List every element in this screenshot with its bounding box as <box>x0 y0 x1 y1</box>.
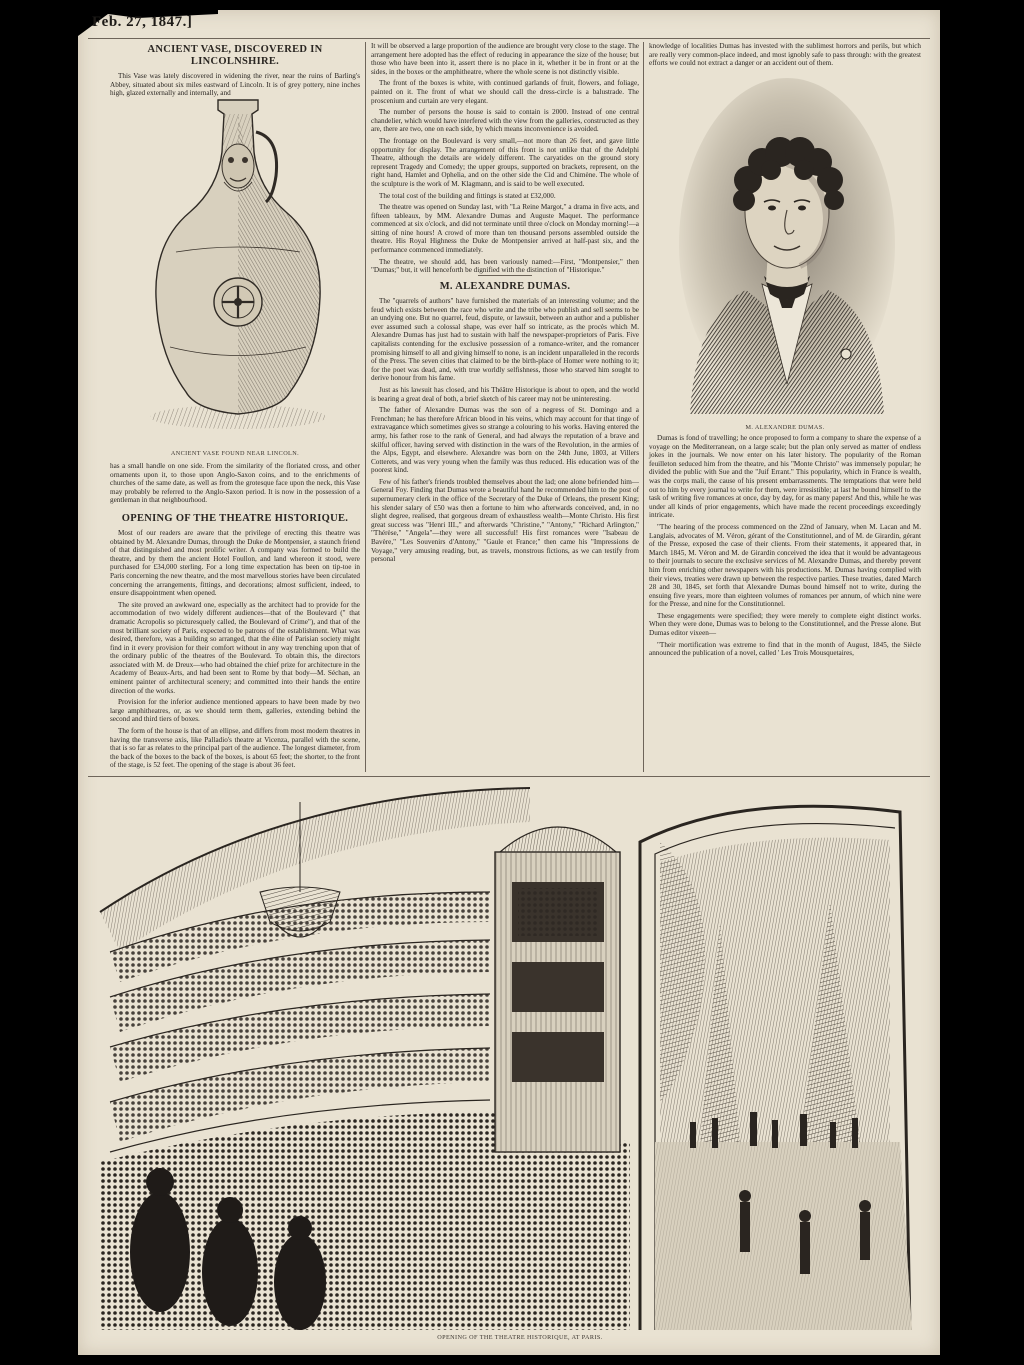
vase-engraving <box>140 92 340 442</box>
theatre-heading: OPENING OF THE THEATRE HISTORIQUE. <box>121 512 349 524</box>
vase-continuation: has a small handle on one side. From the similarity of the floriated cross, and other ornaments upon it, to those upon Anglo-Saxon coins, and to the enrichments of churches of the same date, as well as from the grotesque face upon the neck, this Vase may probably be referred to the Anglo-Saxon period. It is now in the possession of a gentleman in that neighbourhood. <box>110 462 360 505</box>
dumas-col3-para-1: Dumas is fond of travelling; he once proposed to form a company to share the expense of a voyage on the Mediterranean, on a large scale; but the plan only served as matter of endless jokes in the journals. We now enter on his later history. The popularity of the Roman feuilleton seduced him from the theatre, and his "Monte Christo" was immensely popular; he divided the public with Sue and the "Juif Errant." This popularity, which in France is wealth, was the corps mali, the cause of his present embarrassments. The temptations that were held out to him by every journal to write for them, were irresistible; at last he bound himself to the task of writing five romances at once, day by day, for as many papers! And this, while he was under all kinds of prior engagements, which have made the recent proceedings exceedingly intricate. <box>649 434 921 520</box>
dumas-para-4: Few of his father's friends troubled themselves about the lad; one alone befriended him—General Foy. Finding that Dumas wrote a beautiful hand he recommended him to the post of supernumerary clerk in the office of the Secretary of the Duke of Orleans, the present King; his slender salary of £50 was then a fortune to him who afterwards conceived, and, in no slight degree, realised, that gorgeous dream of exhaustless wealth—Monte Christo. His first great success was "Henri III.," and afterwards "Christine," "Antony," "Richard Arlington," "Thérèse," "Angela"—they were all successful! His first romances were "Isabeau de Bavère," "Les Souvenirs d'Antony," "Gaule et France;" then came his "Impressions de Voyage," very amusing reading, but, as travels, monstrous fictions, as we can testify from personal <box>371 477 639 564</box>
theatre-col2-para-7: The theatre, we should add, has been variously named:—First, "Montpensier," then "Dumas;" but, it will henceforth be dignified with the distinction of "Historique." <box>371 257 639 275</box>
theatre-col2-para-1: It will be observed a large proportion of the audience are brought very close to the stage. The arrangement here adopted has the effect of reducing in appearance the size of the house; but those who have been into it, assert there is no place in it, whether it be in front or at the sides, in the boxes or the amphitheatre, where the whole scene is not distinctly visible. <box>371 42 639 76</box>
dumas-col3-para-3: These engagements were specified; they were merely to complete eight distinct works. When they were done, Dumas was to belong to the Constitutionnel, and the Presse alone. But Dumas editor vixeen— <box>649 611 921 638</box>
dumas-portrait <box>676 84 898 420</box>
dumas-para-2: Just as his lawsuit has closed, and his Théâtre Historique is about to open, and the world is bearing a great deal of both, a brief sketch of his career may not be uninteresting. <box>371 385 639 403</box>
theatre-para-4: The form of the house is that of an ellipse, and differs from most modern theatres in having the transverse axis, like Palladio's theatre at Vicenza, parallel with the scene, that is so far as relates to the principal part of the audience. The longest diameter, from the back of the boxes to the back of the boxes, is about 65 feet; the shorter, to the front of the stage, is 52 feet. The opening of the stage is about 36 feet. <box>110 727 360 770</box>
column-2 <box>371 42 639 275</box>
theatre-para-3: Provision for the inferior audience mentioned appears to have been made by two large amphitheatres, or, as we should term them, galleries, extending behind the second and third tiers of boxes. <box>110 698 360 724</box>
theatre-para-1: Most of our readers are aware that the privilege of erecting this theatre was obtained by M. Alexandre Dumas, through the Duke de Montpensier, a staunch friend of that distinguished and most prolific writer. A company was formed to build the theatre, and by them the ancient Hotel Foullon, and land whereon it stood, were purchased for £34,000 sterling. For a long time expectation has been on tip-toe in Paris concerning the new theatre, and the most marvellous stories have been circulated concerning the arrangements, fittings, and decorations; almost sufficient, indeed, to ensure disappointment when opened. <box>110 528 360 598</box>
section-rule <box>478 275 532 276</box>
theatre-col2-para-6: The theatre was opened on Sunday last, with "La Reine Margot," a drama in five acts, and fifteen tableaux, by MM. Alexandre Dumas and Auguste Maquet. The performance commenced at six o'clock, and did not terminate until three o'clock on Monday morning!—a sitting of nine hours! A crowd of more than ten thousand persons assembled outside the theatre. His Royal Highness the Duke de Montpensier arrived at half-past six, and the performance commenced immediately. <box>371 203 639 255</box>
theatre-para-2: The site proved an awkward one, especially as the architect had to provide for the accommodation of two widely different audiences—that of the Boulevard (" that dramatic Acropolis so picturesquely called, the Boulevard of Crime"), and that of the most brilliant society of Paris, expected to be patrons of the establishment. What was desired, therefore, was a building so arranged, that the élite of Parisian society might find in it every provision for their comfort without in any way trenching upon that of the ordinary public of the theatres of the Boulevard. To obtain this, the directors associated with M. de Dreux—who had obtained the chief prize for architecture in the Academy of Beaux-Arts, and had been sent to Rome by that body—M. Séchan, an eminent painter of architectural scenery; and committed into their hands the entire direction of the works. <box>110 600 360 695</box>
theatre-col2-para-5: The total cost of the building and fittings is stated at £32,000. <box>379 191 556 200</box>
theatre-engraving <box>100 782 920 1330</box>
dumas-col3-top: knowledge of localities Dumas has invested with the sublimest horrors and perils, but which are really very common-place indeed, and most ignobly safe to pass through: with the greatest efforts we could not extract a danger or an accident out of them. <box>649 42 921 68</box>
theatre-col2-para-2: The front of the boxes is white, with continued garlands of fruit, flowers, and foliage, painted on it. The front of what we should call the dress-circle is a balustrade. The proscenium and curtain are very elegant. <box>371 79 639 105</box>
column-1 <box>110 42 360 98</box>
vase-heading: ANCIENT VASE, DISCOVERED IN LINCOLNSHIRE. <box>147 44 323 67</box>
theatre-col2-para-3: The number of persons the house is said to contain is 2000. Instead of one central chandelier, which would have interfered with the view from the galleries, constructed as they are, there are two, one on each side, by which means inconvenience is avoided. <box>371 108 639 134</box>
column-rule-1 <box>365 42 366 772</box>
column-rule-2 <box>643 42 644 772</box>
portrait-caption: M. ALEXANDRE DUMAS. <box>745 424 825 431</box>
dumas-heading: M. ALEXANDRE DUMAS. <box>439 281 571 292</box>
page-date: Feb. 27, 1847.] <box>92 14 193 30</box>
theatre-caption: OPENING OF THE THEATRE HISTORIQUE, AT PARIS. <box>437 1334 603 1341</box>
dumas-para-1: The "quarrels of authors" have furnished the materials of an interesting volume; and the feud which exists between the race who write and the tribe who publish and sell seems to be an undying one. But no quarrel, feud, dispute, or lawsuit, between an author and a publisher ever assumed such a colossal shape, was ever half so intricate, as the procès which M. Alexandre Dumas has just had to sustain with half the newspaper-proprietors of Paris. Five capitalists contending for the exclusive possession of a romance-writer, and the romancer promising himself to all and giving himself to none, is an incident unparalleled in the records of the Press. The seven cities that claimed to be the birth-place of Homer were nothing to it; for the poet was dead, and, with true worldly selfishness, those who starved him sought to derive honour from his fame. <box>371 297 639 383</box>
dumas-col3-para-4: "Their mortification was extreme to find that in the month of August, 1845, the Siècle announced the publication of a novel, called ' Les Trois Mousquetaires, <box>649 640 921 658</box>
dumas-col3-para-2: "The hearing of the process commenced on the 22nd of January, when M. Lacan and M. Langlais, advocates of M. Véron, gérant of the Constitutionnel, and of M. de Girardin, gérant of the Presse, exposed the case of their clients. From their statements, it appeared that, in March 1845, M. Véron and M. de Girardin conceived the idea that it would be advantageous to their journals to secure the exclusive services of M. Alexandre Dumas, and thereby prevent him from enriching other newspapers with his productions. M. Dumas having complied with their views, treaties were drawn up between the respective parties. These treaties, dated March 28 and 30, 1845, set forth that Alexandre Dumas bound himself not to write, during the ensuing five years, more than eighteen volumes of romances per annum, of which nine were for the Presse, and nine for the Constitutionnel. <box>649 522 921 609</box>
column-3-lower <box>649 434 921 770</box>
column-1-lower <box>110 462 360 770</box>
top-rule <box>88 38 930 39</box>
column-2-lower <box>371 279 639 769</box>
theatre-col2-para-4: The frontage on the Boulevard is very small,—not more than 26 feet, and gave little opportunity for display. The arrangement of this front is not unlike that of the Adelphi Theatre, although the details are widely different. The caryatides on the ground story represent Tragedy and Comedy; the upper groups, supported on brackets, represent, on the right hand, Hamlet and Ophelia, and on the other side the Cid and Chimène. The whole of the sculpture is the work of M. Klagmann, and is said to be well executed. <box>371 136 639 188</box>
illustration-rule <box>88 776 930 777</box>
dumas-para-3: The father of Alexandre Dumas was the son of a negress of St. Domingo and a Frenchman; he has therefore African blood in his veins, which may account for that tinge of extravagance which sometimes gives so strange a colouring to his works. Having entered the army, his father rose to the rank of General, and had always the reputation of a brave and skilful officer, having served with distinction in the wars of the Revolution, in the armies of the Alps, Egypt, and elsewhere. Alexandre was born on the 24th June, 1803, at Villers Cotterets, and was very young when the family was thus reduced. His education was of the poorest kind. <box>371 406 639 475</box>
vase-caption: ANCIENT VASE FOUND NEAR LINCOLN. <box>170 450 300 457</box>
column-3-top <box>649 42 921 78</box>
vase-intro: This Vase was lately discovered in widening the river, near the ruins of Barling's Abbey, situated about six miles eastward of Lincoln. It is of grey pottery, nine inches high, glazed externally and internally, and <box>110 72 360 98</box>
